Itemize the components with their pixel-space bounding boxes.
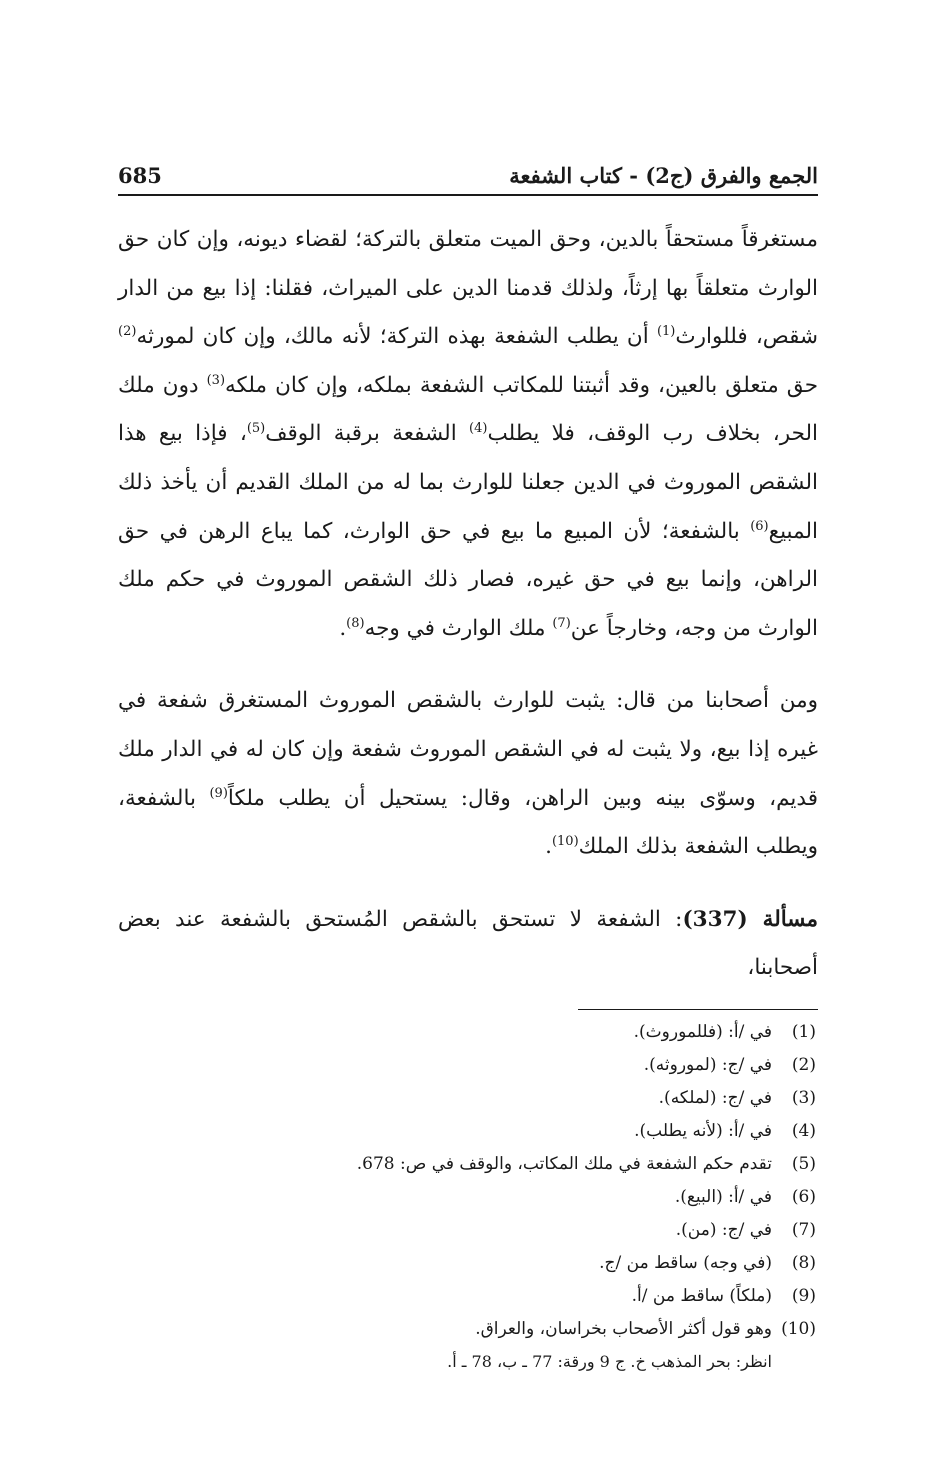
footnote-text: في /ج: (لموروثه). xyxy=(643,1054,772,1075)
footnote-ref-4[interactable]: (4) xyxy=(469,421,488,437)
footnote-number: (2) xyxy=(791,1054,816,1075)
issue-label: مسألة (337) xyxy=(682,906,819,932)
page-number: 685 xyxy=(118,163,162,188)
text-run: دون ملك الحر، بخلاف رب الوقف، فلا يطلب xyxy=(118,372,818,447)
footnote-text: في /ج: (لملكه). xyxy=(658,1087,772,1108)
footnote-text: تقدم حكم الشفعة في ملك المكاتب، والوقف في ص: 678. xyxy=(356,1153,772,1174)
issue-heading-paragraph xyxy=(118,896,818,993)
text-run: ، فإذا بيع هذا الشقص الموروث في الدين جعلنا للوارث بما له من الملك القديم أن يأخذ ذلك المبيع xyxy=(118,421,818,544)
text-run: بالشفعة، ويطلب الشفعة بذلك الملك xyxy=(118,785,818,860)
footnote-item xyxy=(118,1214,816,1247)
running-title: الجمع والفرق (ج2) - كتاب الشفعة xyxy=(509,163,818,188)
footnote-ref-6[interactable]: (6) xyxy=(750,518,769,534)
footnote-text: في /أ: (لأنه يطلب). xyxy=(634,1120,772,1141)
text-run: بالشفعة؛ لأن المبيع ما بيع في حق الوارث، كما يباع الرهن في حق الراهن، وإنما بيع في حق غيره، فصار ذلك الشقص الموروث في حكم ملك الوارث من وجه، وخارجاً عن xyxy=(118,518,818,641)
footnote-text: في /أ: (البيع). xyxy=(674,1186,772,1207)
footnote-number: (6) xyxy=(791,1186,816,1207)
footnote-text: وهو قول أكثر الأصحاب بخراسان، والعراق. xyxy=(475,1318,772,1339)
page-header xyxy=(118,150,818,188)
footnote-number: (4) xyxy=(791,1120,816,1141)
page xyxy=(118,150,818,1377)
text-run: . xyxy=(339,615,347,641)
footnote-item xyxy=(118,1049,816,1082)
footnote-text: (ملكاً) ساقط من /أ. xyxy=(631,1285,772,1306)
body-paragraph-2 xyxy=(118,677,818,871)
footnote-ref-8[interactable]: (8) xyxy=(346,615,365,631)
footnotes xyxy=(118,1016,818,1377)
footnote-number: (9) xyxy=(791,1285,816,1306)
footnote-number: (10) xyxy=(781,1318,816,1339)
footnote-text: (في وجه) ساقط من /ج. xyxy=(599,1252,772,1273)
footnote-ref-10[interactable]: (10) xyxy=(551,833,579,849)
text-run: . xyxy=(545,834,552,860)
footnote-item xyxy=(118,1313,816,1346)
footnote-ref-2[interactable]: (2) xyxy=(118,324,137,340)
footnote-item xyxy=(118,1016,816,1049)
text-run: مستغرقاً مستحقاً بالدين، وحق الميت متعلق بالتركة؛ لقضاء ديونه، وإن كان حق الوارث متعلقاً بها إرثاً، ولذلك قدمنا الدين على الميراث، فقلنا: إذا بيع من الدار شقص، فللوارث xyxy=(118,227,818,350)
text-run: ملك الوارث في وجه xyxy=(364,615,553,641)
footnote-number: (7) xyxy=(791,1219,816,1240)
footnote-separator xyxy=(578,1009,818,1010)
footnote-number: (3) xyxy=(791,1087,816,1108)
text-run: ومن أصحابنا من قال: يثبت للوارث بالشقص الموروث المستغرق شفعة في غيره إذا بيع، ولا يثبت له في الشقص الموروث شفعة وإن كان له في الدار ملك قديم، وسوّى بينه وبين الراهن، وقال: يستحيل أن يطلب ملكاً xyxy=(118,688,818,811)
footnote-item xyxy=(118,1247,816,1280)
footnote-ref-1[interactable]: (1) xyxy=(656,324,676,340)
body-paragraph-1 xyxy=(118,216,818,653)
footnote-item xyxy=(118,1082,816,1115)
header-rule xyxy=(118,194,818,196)
text-run: الشفعة برقبة الوقف xyxy=(265,421,470,447)
footnote-ref-3[interactable]: (3) xyxy=(206,372,226,388)
footnote-item xyxy=(118,1181,816,1214)
footnote-item xyxy=(118,1148,816,1181)
footnote-text: في /ج: (من). xyxy=(675,1219,772,1240)
footnote-item xyxy=(118,1115,816,1148)
footnote-ref-7[interactable]: (7) xyxy=(552,615,571,631)
text-run: أن يطلب الشفعة بهذه التركة؛ لأنه مالك، وإن كان لمورثه xyxy=(136,324,657,350)
footnote-ref-9[interactable]: (9) xyxy=(209,785,228,801)
footnote-number: (8) xyxy=(791,1252,816,1273)
text-run: حق متعلق بالعين، وقد أثبتنا للمكاتب الشفعة بملكه، وإن كان ملكه xyxy=(225,372,818,398)
footnote-number: (5) xyxy=(791,1153,816,1174)
footnote-item xyxy=(118,1280,816,1313)
footnote-number: (1) xyxy=(791,1021,816,1042)
footnote-ref-5[interactable]: (5) xyxy=(246,421,266,437)
footnote-continuation: انظر: بحر المذهب خ. ج 9 ورقة: 77 ـ ب، 78 ـ أ. xyxy=(447,1351,772,1371)
issue-text: : الشفعة لا تستحق بالشقص المُستحق بالشفعة عند بعض أصحابنا، xyxy=(118,906,818,981)
footnote-text: في /أ: (فللموروث). xyxy=(633,1021,772,1042)
